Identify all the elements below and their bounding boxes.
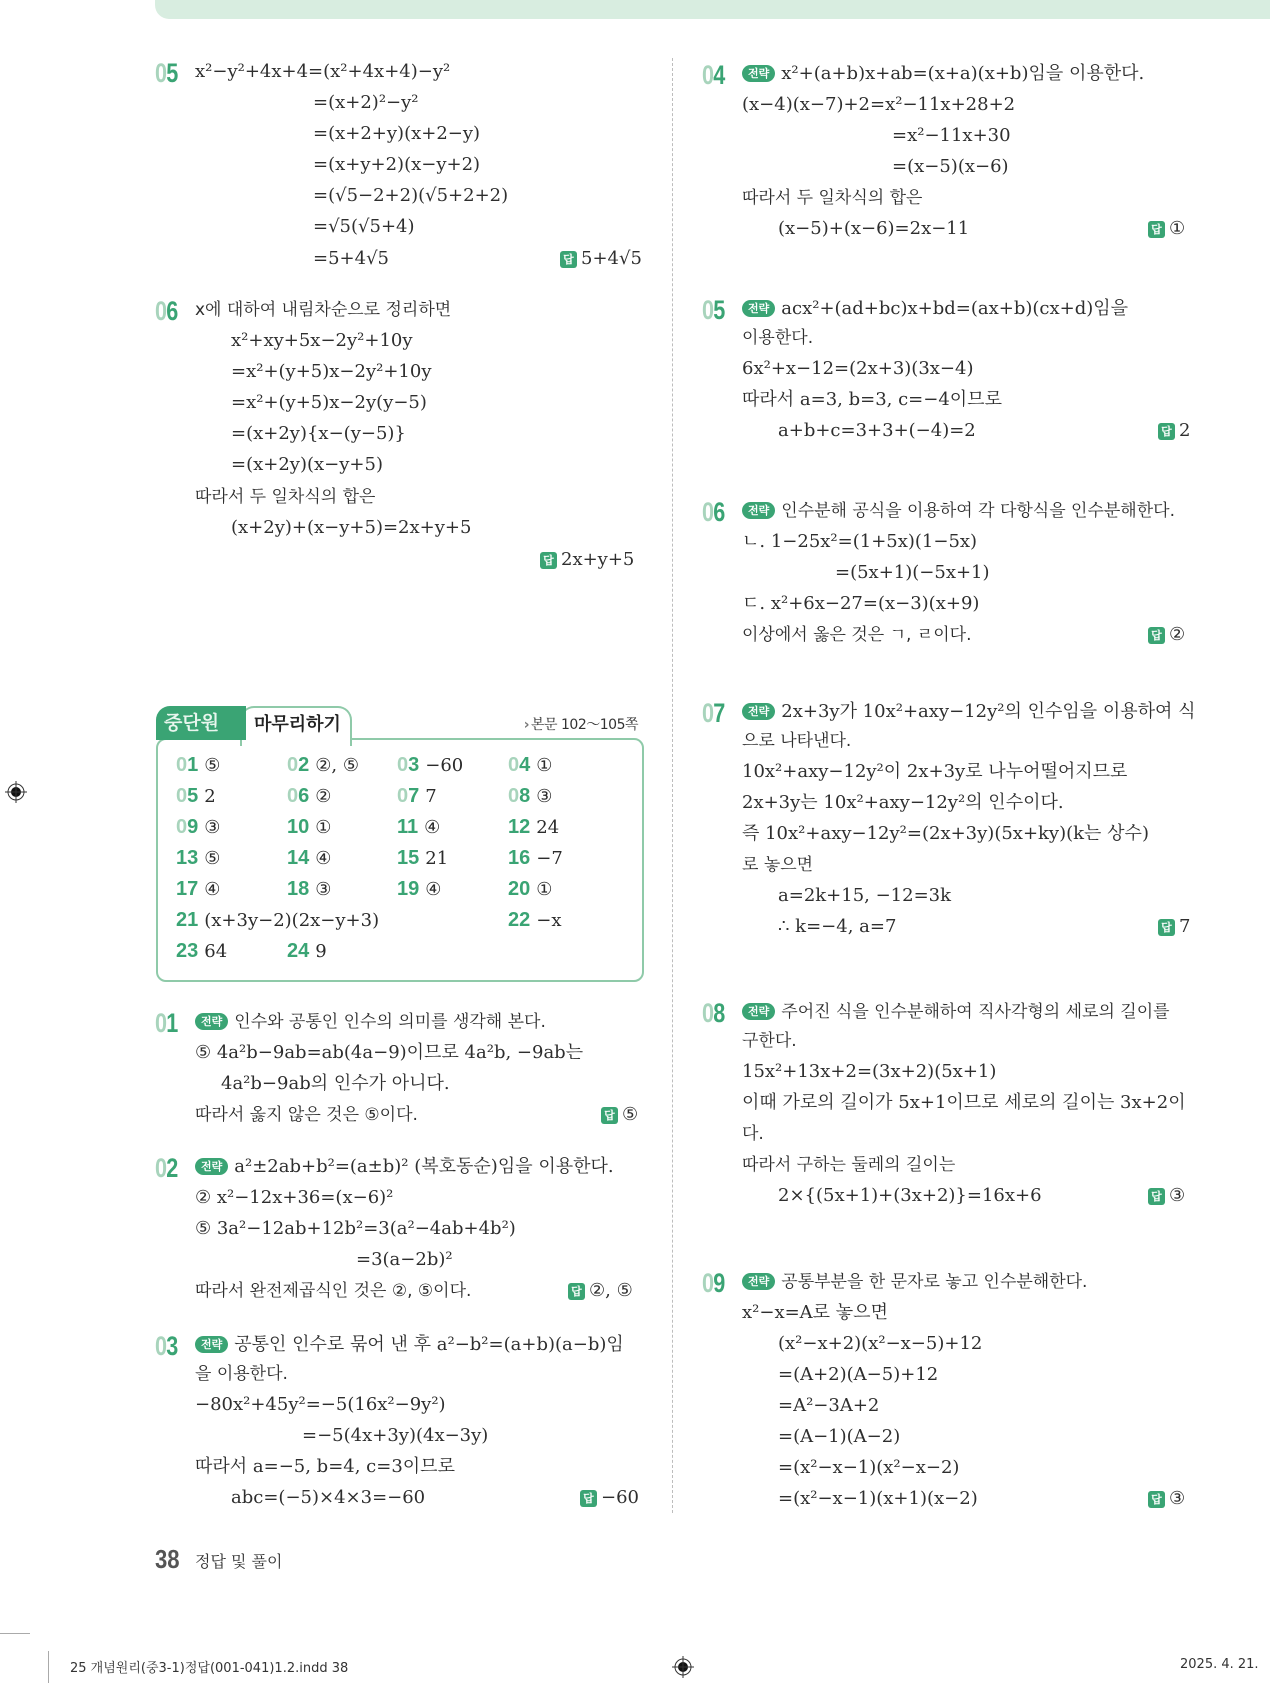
grid-answer: 15 21 bbox=[397, 847, 449, 869]
strategy-line: 전략 acx²+(ad+bc)x+bd=(ax+b)(cx+d)임을 bbox=[742, 299, 1128, 319]
equation-line: =5+4√5 bbox=[313, 248, 389, 269]
strategy-badge: 전략 bbox=[742, 502, 775, 519]
answer-icon: 답 bbox=[540, 552, 557, 569]
text-line: 다. bbox=[742, 1124, 764, 1144]
answer: 답 2x+y+5 bbox=[540, 550, 634, 570]
equation-line: =−5(4x+3y)(4x−3y) bbox=[302, 1425, 489, 1446]
text-line: 따라서 두 일차식의 합은 bbox=[195, 487, 376, 507]
answer-icon: 답 bbox=[1148, 1188, 1165, 1205]
strategy-line-cont: 으로 나타낸다. bbox=[742, 731, 852, 751]
problem-number: 08 bbox=[702, 998, 725, 1028]
strategy-line: 전략 공통인 인수로 묶어 낸 후 a²−b²=(a+b)(a−b)임 bbox=[195, 1335, 624, 1355]
grid-answer: 11 ④ bbox=[397, 816, 441, 838]
equation-line: =(√5−2+2)(√5+2+2) bbox=[313, 185, 509, 206]
problem-number: 07 bbox=[702, 698, 725, 728]
grid-answer: 05 2 bbox=[176, 785, 216, 807]
equation-line: −80x²+45y²=−5(16x²−9y²) bbox=[195, 1394, 446, 1415]
equation-line: =(x+2+y)(x+2−y) bbox=[313, 123, 481, 144]
text-line: 2x+3y는 10x²+axy−12y²의 인수이다. bbox=[742, 792, 1064, 813]
strategy-badge: 전략 bbox=[195, 1013, 228, 1030]
summary-tab-label: 중단원 bbox=[156, 706, 246, 740]
strategy-line: 전략 인수분해 공식을 이용하여 각 다항식을 인수분해한다. bbox=[742, 501, 1175, 521]
grid-answer: 19 ④ bbox=[397, 878, 442, 900]
answer: 답 7 bbox=[1158, 917, 1190, 937]
answer-icon: 답 bbox=[568, 1283, 585, 1300]
answer: 답 5+4√5 bbox=[560, 249, 642, 269]
chapter-review-summary bbox=[156, 700, 642, 980]
crop-mark bbox=[0, 1633, 30, 1634]
text-line: 따라서 완전제곱식인 것은 ②, ⑤이다. bbox=[195, 1281, 472, 1301]
grid-answer: 17 ④ bbox=[176, 878, 221, 900]
answer: 답 ① bbox=[1148, 219, 1185, 239]
equation-line: abc=(−5)×4×3=−60 bbox=[231, 1487, 426, 1508]
grid-answer: 03 −60 bbox=[397, 754, 464, 776]
strategy-badge: 전략 bbox=[742, 1003, 775, 1020]
registration-mark-icon bbox=[672, 1656, 694, 1678]
equation-line: a+b+c=3+3+(−4)=2 bbox=[778, 420, 976, 441]
grid-answer: 23 64 bbox=[176, 940, 228, 962]
answer-icon: 답 bbox=[1148, 627, 1165, 644]
equation-line: ㄴ. 1−25x²=(1+5x)(1−5x) bbox=[742, 531, 978, 552]
equation-line: 2×{(5x+1)+(3x+2)}=16x+6 bbox=[778, 1185, 1042, 1206]
equation-line: =(x+2)²−y² bbox=[313, 92, 419, 113]
equation-line: ② x²−12x+36=(x−6)² bbox=[195, 1187, 394, 1208]
equation-line: x²+xy+5x−2y²+10y bbox=[231, 330, 413, 351]
text-line: 4a²b−9ab의 인수가 아니다. bbox=[221, 1073, 450, 1094]
answer-icon: 답 bbox=[560, 251, 577, 268]
text-line: 이때 가로의 길이가 5x+1이므로 세로의 길이는 3x+2이 bbox=[742, 1092, 1186, 1113]
text-line: 10x²+axy−12y²이 2x+3y로 나누어떨어지므로 bbox=[742, 761, 1128, 782]
print-slug-date: 2025. 4. 21. bbox=[1180, 1657, 1259, 1672]
grid-answer: 04 ① bbox=[508, 754, 553, 776]
equation-line: =√5(√5+4) bbox=[313, 216, 415, 237]
text-line: 따라서 옳지 않은 것은 ⑤이다. bbox=[195, 1105, 418, 1125]
text-line: 즉 10x²+axy−12y²=(2x+3y)(5x+ky)(k는 상수) bbox=[742, 823, 1149, 844]
grid-answer: 20 ① bbox=[508, 878, 553, 900]
equation-line: =(5x+1)(−5x+1) bbox=[835, 562, 990, 583]
equation-line: =(x+2y)(x−y+5) bbox=[231, 454, 383, 475]
equation-line: ⑤ 3a²−12ab+12b²=3(a²−4ab+4b²) bbox=[195, 1218, 516, 1239]
answer-icon: 답 bbox=[601, 1107, 618, 1124]
equation-line: =x²−11x+30 bbox=[892, 125, 1011, 146]
text-line: ⑤ 4a²b−9ab=ab(4a−9)이므로 4a²b, −9ab는 bbox=[195, 1042, 584, 1063]
answer-icon: 답 bbox=[580, 1490, 597, 1507]
problem-number: 03 bbox=[155, 1331, 178, 1361]
answer-icon: 답 bbox=[1158, 423, 1175, 440]
equation-line: =x²+(y+5)x−2y²+10y bbox=[231, 361, 432, 382]
grid-answer: 01 ⑤ bbox=[176, 754, 221, 776]
strategy-badge: 전략 bbox=[742, 300, 775, 317]
answer: 답 ②, ⑤ bbox=[568, 1281, 633, 1301]
equation-line: =(x²−x−1)(x²−x−2) bbox=[778, 1457, 960, 1478]
page-title: 정답 및 풀이 bbox=[195, 1552, 283, 1571]
grid-answer: 06 ② bbox=[287, 785, 332, 807]
answer-icon: 답 bbox=[1158, 919, 1175, 936]
answer: 답 ② bbox=[1148, 625, 1185, 645]
grid-answer: 09 ③ bbox=[176, 816, 221, 838]
registration-mark-icon bbox=[5, 781, 27, 803]
equation-line: =A²−3A+2 bbox=[778, 1395, 880, 1416]
problem-number: 09 bbox=[702, 1268, 725, 1298]
strategy-line: 전략 인수와 공통인 인수의 의미를 생각해 본다. bbox=[195, 1012, 546, 1032]
strategy-badge: 전략 bbox=[742, 65, 775, 82]
answer-icon: 답 bbox=[1148, 1491, 1165, 1508]
grid-answer: 18 ③ bbox=[287, 878, 332, 900]
summary-tab-title: 마무리하기 bbox=[240, 706, 352, 746]
equation-line: =(x+y+2)(x−y+2) bbox=[313, 154, 481, 175]
print-slug-filename: 25 개념원리(중3-1)정답(001-041)1.2.indd 38 bbox=[70, 1661, 349, 1676]
equation-line: (x−5)+(x−6)=2x−11 bbox=[778, 218, 970, 239]
text-line: 로 놓으면 bbox=[742, 855, 814, 875]
answer: 답 ⑤ bbox=[601, 1105, 638, 1125]
grid-answer: 24 9 bbox=[287, 940, 327, 962]
grid-answer: 07 7 bbox=[397, 785, 437, 807]
text-line: 이상에서 옳은 것은 ㄱ, ㄹ이다. bbox=[742, 625, 972, 645]
chevron-right-icon: › bbox=[523, 717, 530, 733]
problem-number: 06 bbox=[702, 497, 725, 527]
problem-number: 02 bbox=[155, 1153, 178, 1183]
equation-line: =3(a−2b)² bbox=[356, 1249, 453, 1270]
text-line: x에 대하여 내림차순으로 정리하면 bbox=[195, 300, 452, 320]
problem-number: 06 bbox=[155, 296, 178, 326]
text-line: 따라서 a=3, b=3, c=−4이므로 bbox=[742, 389, 1002, 410]
equation-line: =(A+2)(A−5)+12 bbox=[778, 1364, 939, 1385]
grid-answer: 08 ③ bbox=[508, 785, 553, 807]
strategy-badge: 전략 bbox=[742, 1273, 775, 1290]
strategy-badge: 전략 bbox=[195, 1336, 228, 1353]
text-line: 따라서 a=−5, b=4, c=3이므로 bbox=[195, 1456, 455, 1477]
strategy-badge: 전략 bbox=[742, 703, 775, 720]
page-reference: › 본문 102～105쪽 bbox=[523, 717, 638, 733]
equation-line: =(x²−x−1)(x+1)(x−2) bbox=[778, 1488, 978, 1509]
page-number: 38 bbox=[155, 1544, 180, 1574]
grid-answer: 16 −7 bbox=[508, 847, 563, 869]
grid-answer: 02 ②, ⑤ bbox=[287, 754, 359, 776]
problem-number: 05 bbox=[155, 58, 178, 88]
answer: 답 ③ bbox=[1148, 1186, 1185, 1206]
grid-answer: 22 −x bbox=[508, 909, 562, 931]
problem-number: 04 bbox=[702, 60, 725, 90]
strategy-line: 전략 공통부분을 한 문자로 놓고 인수분해한다. bbox=[742, 1272, 1087, 1292]
equation-line: a=2k+15, −12=3k bbox=[778, 885, 952, 906]
equation-line: =(x−5)(x−6) bbox=[892, 156, 1009, 177]
equation-line: (x+2y)+(x−y+5)=2x+y+5 bbox=[231, 517, 472, 538]
grid-answer: 10 ① bbox=[287, 816, 332, 838]
strategy-line: 전략 주어진 식을 인수분해하여 직사각형의 세로의 길이를 bbox=[742, 1002, 1170, 1022]
grid-answer: 12 24 bbox=[508, 816, 560, 838]
equation-line: ∴ k=−4, a=7 bbox=[778, 916, 897, 937]
equation-line: (x−4)(x−7)+2=x²−11x+28+2 bbox=[742, 94, 1016, 115]
text-line: x²−x=A로 놓으면 bbox=[742, 1302, 888, 1323]
grid-answer: 21 (x+3y−2)(2x−y+3) bbox=[176, 909, 380, 931]
grid-answer: 14 ④ bbox=[287, 847, 332, 869]
answer: 답 2 bbox=[1158, 421, 1190, 441]
equation-line: ㄷ. x²+6x−27=(x−3)(x+9) bbox=[742, 593, 980, 614]
problem-number: 05 bbox=[702, 295, 725, 325]
answer: 답 ③ bbox=[1148, 1489, 1185, 1509]
crop-mark bbox=[48, 1651, 49, 1683]
equation-line: =x²+(y+5)x−2y(y−5) bbox=[231, 392, 427, 413]
strategy-line-cont: 구한다. bbox=[742, 1031, 797, 1051]
equation-line: 6x²+x−12=(2x+3)(3x−4) bbox=[742, 358, 974, 379]
equation-line: 15x²+13x+2=(3x+2)(5x+1) bbox=[742, 1061, 997, 1082]
strategy-line: 전략 2x+3y가 10x²+axy−12y²의 인수임을 이용하여 식 bbox=[742, 702, 1196, 722]
text-line: 따라서 두 일차식의 합은 bbox=[742, 188, 923, 208]
strategy-line: 전략 a²±2ab+b²=(a±b)² (복호동순)임을 이용한다. bbox=[195, 1157, 614, 1177]
problem-number: 01 bbox=[155, 1008, 178, 1038]
grid-answer: 13 ⑤ bbox=[176, 847, 221, 869]
strategy-line-cont: 이용한다. bbox=[742, 328, 814, 348]
answer-icon: 답 bbox=[1148, 221, 1165, 238]
strategy-line: 전략 x²+(a+b)x+ab=(x+a)(x+b)임을 이용한다. bbox=[742, 64, 1144, 84]
equation-line: =(A−1)(A−2) bbox=[778, 1426, 901, 1447]
strategy-badge: 전략 bbox=[195, 1158, 228, 1175]
equation-line: x²−y²+4x+4=(x²+4x+4)−y² bbox=[195, 61, 451, 82]
equation-line: =(x+2y){x−(y−5)} bbox=[231, 423, 406, 444]
text-line: 따라서 구하는 둘레의 길이는 bbox=[742, 1155, 956, 1175]
equation-line: (x²−x+2)(x²−x−5)+12 bbox=[778, 1333, 983, 1354]
answer: 답 −60 bbox=[580, 1488, 639, 1508]
column-divider bbox=[672, 58, 673, 1513]
strategy-line-cont: 을 이용한다. bbox=[195, 1364, 288, 1384]
top-header-band bbox=[155, 0, 1270, 19]
